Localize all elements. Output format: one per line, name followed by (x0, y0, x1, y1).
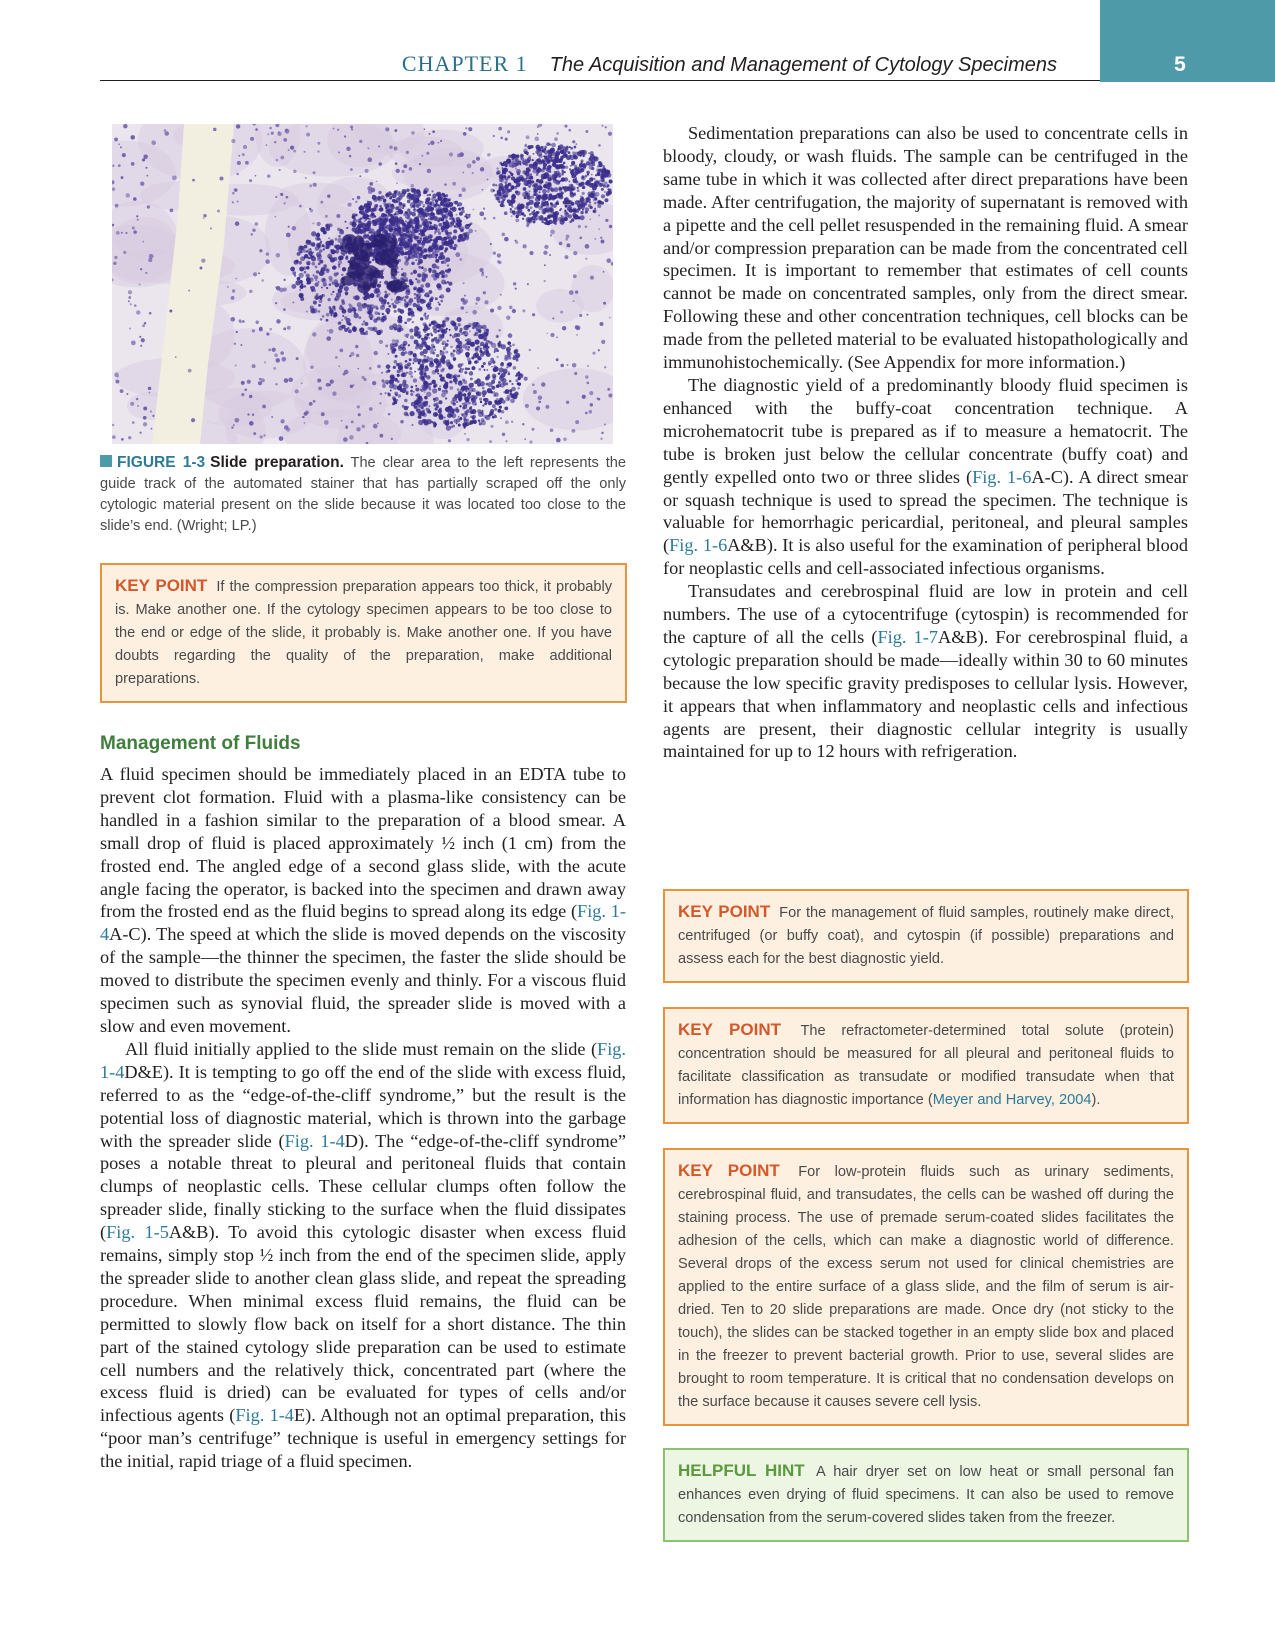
figure-caption-text: The clear area to the left represents the guide track of the automated stainer that has partially scraped off the only cytologic material present on the slide because it was located too close to the slide’s end. (Wright; LP.) (100, 455, 626, 534)
figure-link[interactable]: Fig. 1-4 (100, 901, 626, 945)
page-number: 5 (1174, 53, 1186, 76)
figure-caption (100, 452, 626, 537)
key-point-text: For low-protein fluids such as urinary sediments, cerebrospinal fluid, and transudates, the cells can be washed off during the staining process. The use of premade serum-coated slides facilitates the adhesion of the cells, which can make a diagnostic world of difference. Several drops of the excess serum not used for clinical chemistries are applied to the entire surface of a glass slide, and the film of serum is air-dried. Ten to 20 slide preparations are made. Once dry (not sticky to the touch), the slides can be stacked together in an empty slide box and placed in the freezer to prevent bacterial growth. Prior to use, several slides are brought to room temperature. It is critical that no condensation develops on the surface because it causes severe cell lysis. (678, 1164, 1174, 1410)
key-point-box-1 (100, 563, 627, 703)
figure-link[interactable]: Fig. 1-4 (284, 1130, 345, 1151)
paragraph: Sedimentation preparations can also be used to concentrate cells in bloody, cloudy, or wash fluids. The sample can be centrifuged in the same tube in which it was collected after direct preparations have been made. After centrifugation, the majority of supernatant is removed with a pipette and the cell pellet resuspended in the remaining fluid. A smear and/or compression preparation can be made from the concentrated cell specimen. It is important to remember that estimates of cell counts cannot be made on concentrated samples, only from the direct smear. Following these and other concentration techniques, cell blocks can be made from the pelleted material to be evaluated histopathologically and immunohistochemically. (See Appendix for more information.) (663, 123, 1188, 373)
helpful-hint-text: A hair dryer set on low heat or small personal fan enhances even drying of fluid specimens. It can also be used to remove condensation from the serum-covered slides taken from the freezer. (678, 1464, 1175, 1526)
figure-link[interactable]: Fig. 1-4 (235, 1405, 294, 1426)
helpful-hint-box (663, 1448, 1189, 1542)
figure-link[interactable]: Fig. 1-4 (100, 1038, 626, 1082)
chapter-title: The Acquisition and Management of Cytology Specimens (549, 54, 1057, 76)
key-point-box-2 (663, 889, 1189, 983)
key-point-box-3: KEY POINT The refractometer-determined total solute (protein) concentration should be measured for all pleural and peritoneal fluids to facilitate classification as transudate or modified transudate when that information has diagnostic importance (Meyer and Harvey, 2004). (663, 1007, 1189, 1124)
helpful-hint-label: HELPFUL HINT (678, 1461, 805, 1480)
key-point-text: The refractometer-determined total solute (protein) concentration should be measured for all pleural and peritoneal fluids to facilitate classification as transudate or modified transudate when that information has diagnostic importance ( (678, 1023, 1174, 1108)
micrograph-image (112, 124, 613, 444)
key-point-label: KEY POINT (678, 1161, 780, 1180)
paragraph: The diagnostic yield of a predominantly bloody fluid specimen is enhanced with the buffy-coat concentration technique. A microhematocrit tube is prepared as if to measure a hematocrit. The tube is broken just below the cellular concentrate (buffy coat) and gently expelled onto two or three slides (Fig. 1-6A-C). A direct smear or squash technique is used to spread the specimen. The technique is valuable for hemorrhagic pericardial, peritoneal, and pleural samples (Fig. 1-6A&B). It is also useful for the examination of peripheral blood for neoplastic cells and cell-associated infectious organisms. (663, 374, 1189, 579)
figure-link[interactable]: Fig. 1-6 (669, 535, 728, 556)
key-point-text: If the compression preparation appears too thick, it probably is. Make another one. If the cytology specimen appears to be too close to the end or edge of the slide, it probably is. Make another one. If you have doubts regarding the quality of the preparation, make additional preparations. (115, 579, 612, 687)
key-point-text: For the management of fluid samples, routinely make direct, centrifuged (or buffy coat), and cytospin (if possible) preparations and assess each for the best diagnostic yield. (678, 905, 1174, 967)
key-point-box-4 (663, 1148, 1189, 1426)
caption-marker-icon (100, 455, 112, 467)
section-heading: Management of Fluids (100, 733, 301, 754)
figure-title: Slide preparation. (210, 454, 344, 471)
key-point-label: KEY POINT (678, 902, 771, 921)
figure-micrograph (112, 124, 613, 444)
header-rule (100, 80, 1100, 81)
chapter-label: CHAPTER 1 (401, 51, 528, 76)
paragraph: All fluid initially applied to the slide must remain on the slide (Fig. 1-4D&E). It is tempting to go off the end of the slide with excess fluid, referred to as the “edge-of-the-cliff syndrome,” but the result is the potential loss of diagnostic material, which is thrown into the garbage with the spreader slide (Fig. 1-4D). The “edge-of-the-cliff syndrome” poses a notable threat to pleural and peritoneal fluids that contain clumps of neoplastic cells. These cellular clumps often follow the spreader slide, finally sticking to the surface when the fluid dissipates (Fig. 1-5A&B). To avoid this cytologic disaster when excess fluid remains, simply stop ½ inch from the end of the specimen slide, apply the spreader slide to another clean glass slide, and repeat the spreading procedure. When minimal excess fluid remains, the fluid can be permitted to slowly flow back on itself for a short distance. The thin part of the stained cytology slide preparation can be used to estimate cell numbers and the relatively thick, concentrated part (where the excess fluid is dried) can be evaluated for types of cells and/or infectious agents (Fig. 1-4E). Although not an optimal preparation, this “poor man’s centrifuge” technique is useful in emergency settings for the initial, rapid triage of a fluid specimen. (100, 1038, 626, 1472)
watermark-logo (580, 1598, 695, 1620)
right-column (663, 122, 1188, 763)
figure-link[interactable]: Fig. 1-7 (877, 626, 938, 647)
paragraph: Transudates and cerebrospinal fluid are low in protein and cell numbers. The use of a cytocentrifuge (cytospin) is recommended for the capture of all the cells (Fig. 1-7A&B). For cerebrospinal fluid, a cytologic preparation should be made—ideally within 30 to 60 minutes because the low specific gravity predisposes to cellular lysis. However, it appears that when inflammatory and neoplastic cells and infectious agents are present, their diagnostic cellular integrity is usually maintained for up to 12 hours with refrigeration. (663, 581, 1188, 762)
left-column (100, 763, 626, 1473)
figure-link[interactable]: Fig. 1-5 (106, 1222, 169, 1243)
paragraph: A fluid specimen should be immediately placed in an EDTA tube to prevent clot formation. Fluid with a plasma-like consistency can be handled in a fashion similar to the preparation of a blood smear. A small drop of fluid is placed approximately ½ inch (1 cm) from the frosted end. The angled edge of a second glass slide, with the acute angle facing the operator, is backed into the specimen and drawn away from the frosted end as the fluid begins to spread along its edge (Fig. 1-4A-C). The speed at which the slide is moved depends on the viscosity of the sample—the thinner the specimen, the faster the slide should be moved to distribute the specimen evenly and thinly. For a viscous fluid specimen such as synovial fluid, the spreader slide is moved with a slow and even movement. (100, 764, 626, 1036)
reference-link[interactable]: Meyer and Harvey, 2004 (932, 1092, 1092, 1108)
figure-label: FIGURE 1-3 (117, 454, 206, 471)
running-head (100, 51, 1057, 77)
key-point-label: KEY POINT (115, 576, 208, 595)
figure-link[interactable]: Fig. 1-6 (972, 466, 1032, 487)
key-point-label: KEY POINT (678, 1020, 781, 1039)
